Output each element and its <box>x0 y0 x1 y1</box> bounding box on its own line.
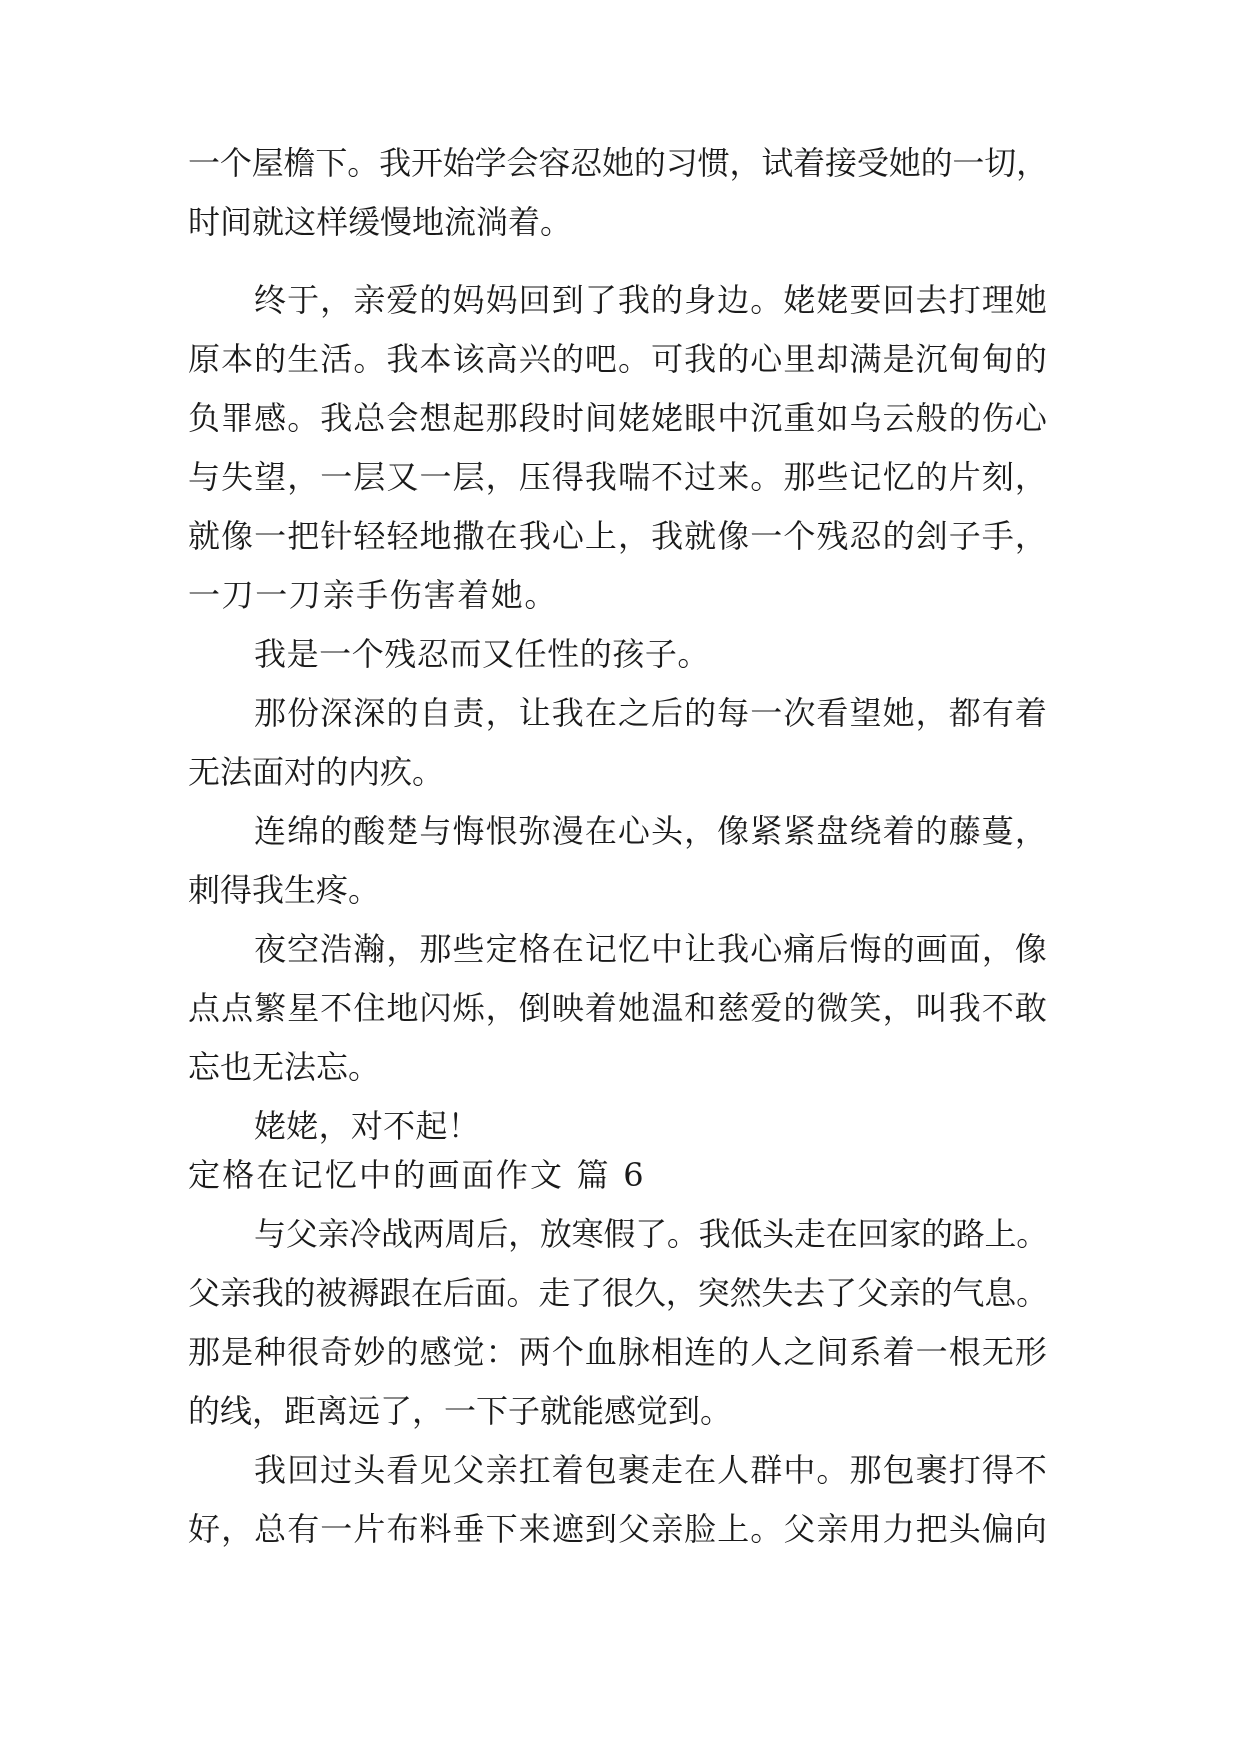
text-line: 原本的生活。我本该高兴的吧。可我的心里却满是沉甸甸的 <box>188 340 1048 378</box>
text-line: 忘也无法忘。 <box>188 1048 380 1086</box>
text-line: 夜空浩瀚，那些定格在记忆中让我心痛后悔的画面，像 <box>254 930 1048 968</box>
text-line: 点点繁星不住地闪烁，倒映着她温和慈爱的微笑，叫我不敢 <box>188 989 1048 1027</box>
text-line: 我是一个残忍而又任性的孩子。 <box>254 635 710 673</box>
text-line: 那份深深的自责，让我在之后的每一次看望她，都有着 <box>254 694 1048 732</box>
text-line: 那是种很奇妙的感觉：两个血脉相连的人之间系着一根无形 <box>188 1333 1048 1371</box>
text-line: 与父亲冷战两周后，放寒假了。我低头走在回家的路上。 <box>254 1215 1048 1253</box>
text-line: 时间就这样缓慢地流淌着。 <box>188 203 572 241</box>
text-line: 终于，亲爱的妈妈回到了我的身边。姥姥要回去打理她 <box>254 281 1048 319</box>
text-line: 与失望，一层又一层，压得我喘不过来。那些记忆的片刻， <box>188 458 1048 496</box>
text-line: 好，总有一片布料垂下来遮到父亲脸上。父亲用力把头偏向 <box>188 1510 1048 1548</box>
text-line: 负罪感。我总会想起那段时间姥姥眼中沉重如乌云般的伤心 <box>188 399 1048 437</box>
text-line: 连绵的酸楚与悔恨弥漫在心头，像紧紧盘绕着的藤蔓， <box>254 812 1048 850</box>
text-line: 父亲我的被褥跟在后面。走了很久，突然失去了父亲的气息。 <box>188 1274 1048 1312</box>
text-line: 一刀一刀亲手伤害着她。 <box>188 576 558 614</box>
text-line: 就像一把针轻轻地撒在我心上，我就像一个残忍的刽子手， <box>188 517 1048 555</box>
text-line: 刺得我生疼。 <box>188 871 380 909</box>
text-line: 无法面对的内疚。 <box>188 753 444 791</box>
text-line: 的线，距离远了，一下子就能感觉到。 <box>188 1392 732 1430</box>
text-line: 我回过头看见父亲扛着包裹走在人群中。那包裹打得不 <box>254 1451 1048 1489</box>
text-line: 姥姥，对不起！ <box>254 1107 480 1145</box>
text-line: 一个屋檐下。我开始学会容忍她的习惯，试着接受她的一切， <box>188 144 1048 182</box>
section-heading: 定格在记忆中的画面作文 篇 6 <box>188 1156 646 1194</box>
